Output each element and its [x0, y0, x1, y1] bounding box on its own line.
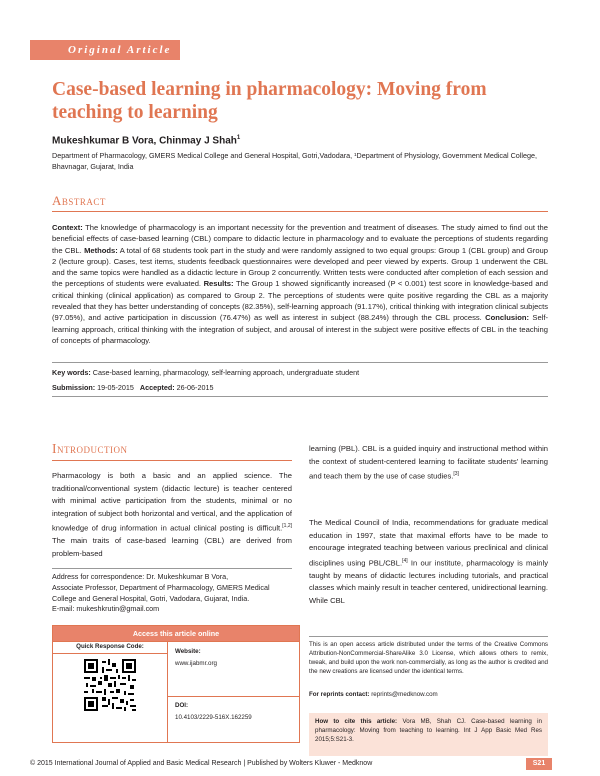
submission-label: Submission: [52, 383, 96, 392]
abstract-heading: Abstract [52, 193, 106, 208]
author-sup: 1 [236, 135, 241, 141]
author-names: Mukeshkumar B Vora, Chinmay J Shah [52, 135, 237, 147]
access-box [52, 625, 300, 743]
qr-label-rule [53, 653, 167, 654]
correspondence-rule [52, 568, 292, 569]
authors [52, 135, 240, 146]
intro-col2-p1-ref: [3] [453, 471, 459, 477]
intro-col2-p2a-text: The Medical Council of India, recommendations for graduate medical education in 1997, state that maximal efforts have to be made to encourage integrated teaching between various preclinical and clinical disciplines using PBL/CBL. [309, 518, 548, 568]
abstract-body [52, 222, 548, 346]
corr-line-2: Associate Professor, Department of Pharmacology, GMERS Medical [52, 582, 270, 592]
keywords [52, 368, 548, 377]
intro-column-2-p1 [309, 443, 548, 483]
howto-text: Vora MB, Shah CJ. Case-based learning in pharmacology: Moving from teaching to learning. Int J App Basic Med Res 2015;5:S21-3. [315, 718, 542, 743]
doi-label: DOI: [175, 702, 189, 709]
context-label: Context: [52, 223, 83, 232]
reprints [309, 690, 548, 699]
submission-dates [52, 383, 548, 392]
qr-code-icon [84, 659, 136, 711]
article-type-tag: Original Article [30, 40, 180, 60]
qr-label: Quick Response Code: [53, 641, 168, 653]
intro-col2-p2-ref: [4] [402, 557, 408, 564]
results-label: Results: [203, 279, 234, 289]
submission-date: 19-05-2015 [97, 383, 134, 392]
access-divider [167, 641, 168, 743]
intro-col1-ref: [1,2] [282, 523, 292, 529]
intro-col1-tail: The main traits of case-based learning (CBL) are derived from problem-based [52, 536, 292, 558]
context-text: The knowledge of pharmacology is an important necessity for the prevention and treatment of diseases. The study aimed to find out the beneficial effects of case-based learning (CBL) compare to didactic lecture in pharmacology and to evaluate the perceptions of students regarding the CBL. [52, 223, 548, 255]
doi-rule [167, 696, 299, 697]
reprints-label: For reprints contact: [309, 691, 370, 698]
introduction-rule [52, 460, 292, 461]
website-link[interactable]: www.ijabmr.org [175, 660, 217, 667]
affiliation: Department of Pharmacology, GMERS Medical College and General Hospital, Gotri,Vadodara, ¹Department of Physiology, Government Medical College, Bhavnagar, Gujarat, India [52, 151, 537, 171]
corr-line-3: College and General Hospital, Gotri, Vadodara, Gujarat, India. [52, 593, 250, 603]
keywords-text: Case-based learning, pharmacology, self-learning approach, undergraduate student [92, 368, 360, 377]
keywords-label: Key words: [52, 368, 91, 377]
correspondence [52, 572, 292, 615]
page-number: S21 [526, 758, 552, 770]
article-title: Case-based learning in pharmacology: Moving from teaching to learning [52, 79, 487, 123]
results-text: The Group 1 showed significantly increased (P < 0.001) test score in knowledge-based and critical thinking (clinical application) as compared to Group 2. The perceptions of students were quite positive regarding the CBL as a majority revealed that they has better understanding of concepts (82.35%), self-learning approach (91.17%), critical thinking with integration clinical subjects (97.05%), and active participation in discussion (76.47%) as well as interest in subject (88.24%) through the CBL process. [52, 279, 548, 323]
conclusion-text: Self-learning approach, critical thinking with the integration of subject, and arousal of interest in the subject were positive effects of CBL in the teaching of concepts of pharmacology. [52, 313, 548, 345]
website-label: Website: [175, 648, 201, 655]
corr-email[interactable]: E-mail: mukeshkrutin@gmail.com [52, 604, 160, 614]
introduction-heading: Introduction [52, 441, 128, 456]
license-text: This is an open access article distributed under the terms of the Creative Commons Attribution-NonCommercial-ShareAlike 3.0 License, which allows others to remix, tweak, and build upon the work non-commercially, as long as the author is credited and the new creations are licensed under the identical terms. [309, 641, 548, 675]
how-to-cite-box [309, 713, 548, 756]
intro-column-1 [52, 470, 292, 560]
methods-label: Methods: [84, 245, 118, 255]
accepted-date: 26-06-2015 [176, 383, 214, 392]
accepted-label: Accepted: [139, 383, 175, 392]
submission-rule [52, 396, 548, 397]
corr-line-1: Address for correspondence: Dr. Mukeshkumar B Vora, [52, 572, 229, 581]
methods-text: A total of 68 students took part in the study and were randomly assigned to two equal groups: Group 1 (CBL group) and Group 2 (lecture group). Cases, test items, students feedback questionnaires were developed and peer viewed by experts. Group 1 underwent the CBL and the same topics were handled as a didactic lecture in Group 2 concurrently. Written tests were conducted after completion of each session and the perceptions of students were evaluated. [52, 245, 548, 289]
footer-copyright: © 2015 International Journal of Applied and Basic Medical Research | Published by Wolters Kluwer - Medknow [30, 760, 373, 767]
reprints-email[interactable]: reprints@medknow.com [371, 691, 438, 698]
access-header: Access this article online [53, 626, 299, 641]
howto-label: How to cite this article: [315, 718, 398, 725]
conclusion-label: Conclusion: [485, 313, 530, 323]
doi-value[interactable]: 10.4103/2229-516X.162259 [175, 714, 252, 721]
intro-col2-p1-text: learning (PBL). CBL is a guided inquiry and instructional method within the context of student-centered learning to facilitate students' learning and teach them by the use of case studies. [309, 444, 548, 481]
intro-column-2-p2 [309, 517, 548, 607]
keywords-rule [52, 362, 548, 363]
intro-col2-p2b-text: In our institute, pharmacology is mainly taught by means of didactic lectures including tutorials, and practical classes which mainly result in teacher centered, unidirectional learning. While CBL [309, 558, 548, 605]
abstract-rule [52, 211, 548, 212]
intro-col1-text: Pharmacology is both a basic and an applied science. The traditional/conventional system (didactic lecture) is teacher centered with minimal active participation from the students, minimal or no integration of subject both horizontal and vertical, and the application of knowledge of drug information in actual clinical posting is difficult. [52, 471, 292, 533]
license-rule [309, 636, 548, 637]
